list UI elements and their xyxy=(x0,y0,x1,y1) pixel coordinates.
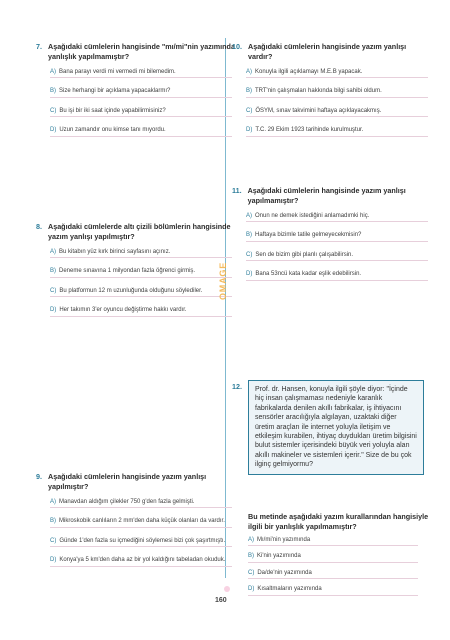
option-b[interactable] xyxy=(50,268,232,277)
option-c[interactable] xyxy=(50,108,232,117)
option-a[interactable] xyxy=(50,249,232,258)
question-number: 8. xyxy=(36,222,42,231)
option-letter: A) xyxy=(50,249,56,255)
option-letter: D) xyxy=(50,127,57,134)
option-a[interactable] xyxy=(246,213,428,222)
question-number: 12. xyxy=(232,382,242,391)
option-text: Da/de'nin yazımında xyxy=(257,569,312,576)
option-text: Ki'nin yazımında xyxy=(257,553,301,560)
option-letter: B) xyxy=(246,88,252,95)
option-b[interactable] xyxy=(50,88,232,97)
question-number: 11. xyxy=(232,186,242,195)
option-letter: C) xyxy=(246,251,253,258)
option-letter: C) xyxy=(50,107,57,114)
option-text: Kısaltmaların yazımında xyxy=(257,586,322,593)
option-text: Bana 53ncü kata kadar eşlik edebilirsin. xyxy=(255,271,362,278)
option-letter: A) xyxy=(248,537,254,543)
question-stem: Aşağıdaki cümlelerin hangisinde "mı/mi"nin yazımında yanlışlık yapılmamıştır? xyxy=(48,42,235,61)
option-c[interactable] xyxy=(50,288,232,297)
option-text: Deneme sınavına 1 milyondan fazla öğrenci girmiş. xyxy=(59,268,196,275)
option-text: Size herhangi bir açıklama yapacaklarmı? xyxy=(59,88,171,95)
question-8 xyxy=(36,222,236,327)
option-text: Konuyla ilgili açıklamayı M.E.B yapacak. xyxy=(255,69,363,75)
option-text: Manavdan aldığım çilekler 750 g'den fazla gelmişti. xyxy=(59,499,195,505)
option-text: Konya'ya 5 km'den daha az bir yol kaldığını tabeladan okuduk. xyxy=(59,557,226,564)
option-d[interactable] xyxy=(50,127,232,136)
option-letter: B) xyxy=(50,88,56,95)
question-stem: Aşağıdaki cümlelerde altı çizili bölümlerin hangisinde yazım yanlışı yapılmıştır? xyxy=(48,222,231,241)
question-number: 10. xyxy=(232,42,242,51)
option-letter: C) xyxy=(248,569,255,576)
option-letter: B) xyxy=(50,268,56,275)
option-text: Mı/mi'nin yazımında xyxy=(257,537,311,543)
option-text: Bu platformun 12 m uzunluğunda olduğunu söylediler. xyxy=(59,287,203,294)
option-letter: A) xyxy=(50,69,56,75)
option-letter: A) xyxy=(246,213,252,219)
option-text: Bana parayı verdi mi vermedi mi bilemedim. xyxy=(59,69,176,75)
option-b[interactable] xyxy=(50,518,232,527)
option-text: Günde 1'den fazla su içmediğini söylemesi bizi çok şaşırtmıştı. xyxy=(59,537,226,544)
reading-passage: Prof. dr. Hansen, konuyla ilgili şöyle diyor: "İçinde hiç insan çalışmaması nedeniyle karanlık fabrikalarda denilen akıllı fabrikalar, iş ihtiyacını sensörler aracılığıyla algılayan, uzaktaki diğer üretim araçları ile internet yoluyla iletişim ve etkileşim kurabilen, ihtiyaç duydukları üretim bilgisini bulut sistemler içerisindeki büyük veri yoluyla alan akıllı makineler ve sistemleri içerir." Size de bu çok ilginç gelmiyormu? xyxy=(248,380,424,475)
option-a[interactable] xyxy=(50,499,232,508)
option-text: Sen de bizim gibi planlı çalışabilirsin. xyxy=(255,251,354,258)
option-a[interactable] xyxy=(50,69,232,78)
option-letter: D) xyxy=(50,557,57,564)
option-c[interactable] xyxy=(248,570,418,579)
question-9 xyxy=(36,472,236,577)
option-letter: C) xyxy=(50,537,57,544)
option-text: Haftaya bizimle tatile gelmeyecekmisin? xyxy=(255,232,362,239)
option-c[interactable] xyxy=(50,538,232,547)
option-text: TRT'nin çalışmaları hakkında bilgi sahibi oldum. xyxy=(255,88,382,95)
question-12-number xyxy=(232,376,242,394)
option-letter: C) xyxy=(246,107,253,114)
option-text: Mikroskobik canlıların 2 mm'den daha küçük olanları da vardır. xyxy=(59,518,225,525)
option-d[interactable] xyxy=(246,271,428,280)
option-a[interactable] xyxy=(248,537,418,546)
option-letter: D) xyxy=(50,307,57,314)
question-7 xyxy=(36,42,236,147)
option-text: Uzun zamandır onu kimse tanı mıyordu. xyxy=(59,127,166,134)
option-b[interactable] xyxy=(248,553,418,562)
question-number: 7. xyxy=(36,42,42,51)
option-b[interactable] xyxy=(246,88,428,97)
option-d[interactable] xyxy=(246,127,428,136)
question-stem: Aşağıdaki cümlelerin hangisinde yazım yanlışı yapılmamıştır? xyxy=(247,186,406,205)
question-stem: Aşağıdaki cümlelerin hangisinde yazım yanlışı vardır? xyxy=(248,42,407,61)
question-11 xyxy=(232,186,432,291)
option-letter: C) xyxy=(50,287,57,294)
option-text: Bu kitabın yüz kırk birinci sayfasını açınız. xyxy=(59,249,171,255)
option-letter: B) xyxy=(248,553,254,560)
question-12 xyxy=(248,512,432,603)
page-dot-icon xyxy=(222,584,232,594)
option-letter: A) xyxy=(50,499,56,505)
option-letter: B) xyxy=(50,518,56,525)
option-letter: D) xyxy=(248,586,255,593)
option-b[interactable] xyxy=(246,232,428,241)
option-text: ÖSYM, sınav takvimini haftaya açıklayacakmış. xyxy=(255,107,382,114)
question-stem: Aşağıdaki cümlelerin hangisinde yazım yanlışı yapılmıştır? xyxy=(48,472,207,491)
option-letter: B) xyxy=(246,232,252,239)
publisher-watermark: OMAGE xyxy=(218,261,228,300)
option-text: Her takımın 3'er oyuncu değiştirme hakkı vardır. xyxy=(59,307,187,314)
option-letter: A) xyxy=(246,69,252,75)
option-text: Onun ne demek istediğini anlamadımki hiç. xyxy=(255,213,370,219)
question-stem: Bu metinde aşağıdaki yazım kurallarından hangisiyle ilgili bir yanlışlık yapılmamıştır? xyxy=(248,512,429,531)
option-d[interactable] xyxy=(50,307,232,316)
question-number: 9. xyxy=(36,472,42,481)
option-text: Bu işi bir iki saat içinde yapabilirmisiniz? xyxy=(59,107,166,114)
option-d[interactable] xyxy=(248,586,418,595)
option-d[interactable] xyxy=(50,557,232,566)
option-c[interactable] xyxy=(246,108,428,117)
option-letter: D) xyxy=(246,127,253,134)
option-c[interactable] xyxy=(246,252,428,261)
option-text: T.C. 29 Ekim 1923 tarihinde kurulmuştur. xyxy=(255,127,364,134)
question-10 xyxy=(232,42,432,147)
option-letter: D) xyxy=(246,271,253,278)
page-number: 160 xyxy=(215,597,227,604)
option-a[interactable] xyxy=(246,69,428,78)
